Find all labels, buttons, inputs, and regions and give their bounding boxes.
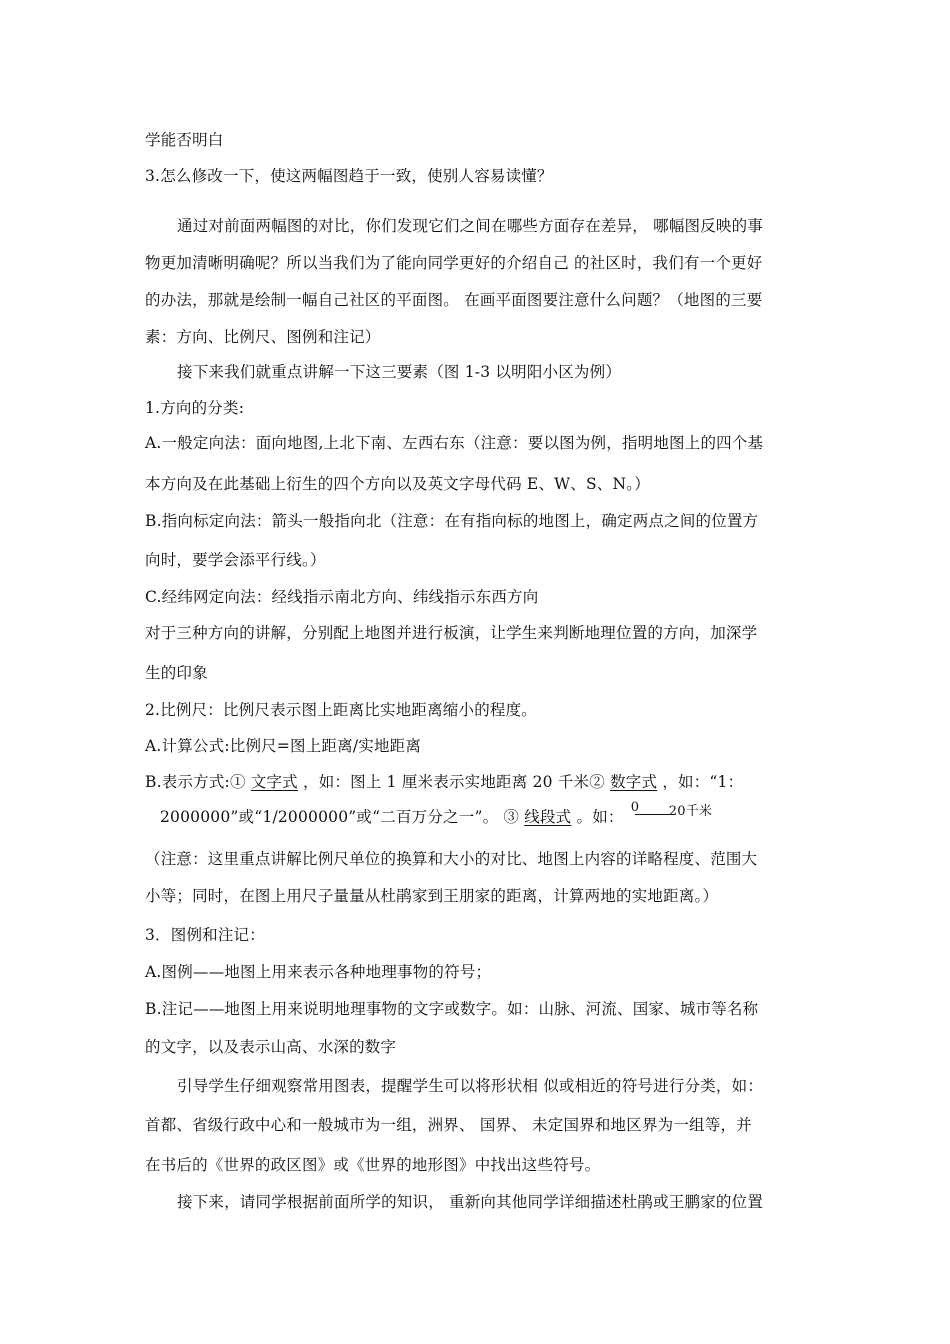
text-line: 学能否明白 (145, 131, 224, 149)
text-line: 向时，要学会添平行线。） (145, 551, 326, 569)
text-line: 在书后的《世界的政区图》或《世界的地形图》中找出这些符号。 (145, 1156, 601, 1174)
text-line: 1.方向的分类: (145, 399, 245, 417)
text-line: 接下来我们就重点讲解一下这三要素（图 1-3 以明阳小区为例） (177, 363, 622, 381)
text-line: 3．图例和注记： (145, 926, 265, 944)
text-line: 本方向及在此基础上衍生的四个方向以及英文字母代码 E、W、S、N。） (145, 475, 650, 493)
text-span: 2000000”或“1/2000000”或“二百万分之一”。 ③ (160, 808, 520, 826)
text-line: C.经纬网定向法：经线指示南北方向、纬线指示东西方向 (145, 588, 539, 606)
scale-forms-line-2 (160, 800, 713, 827)
text-line: A.图例——地图上用来表示各种地理事物的符号； (145, 963, 492, 981)
text-span: ，如：“1： (662, 773, 744, 791)
underlined-term: 数字式 (610, 773, 658, 791)
line-scale-bar (630, 800, 713, 824)
text-line: B.注记——地图上用来说明地理事物的文字或数字。如：山脉、河流、国家、城市等名称 (145, 1000, 759, 1018)
text-line: 物更加清晰明确呢？所以当我们为了能向同学更好的介绍自己 的社区时，我们有一个更好 (145, 254, 763, 272)
scale-distance-label: 20千米 (668, 804, 713, 819)
text-span: ，如：图上 1 厘米表示实地距离 20 千米② (303, 773, 605, 791)
underlined-term: 线段式 (524, 808, 572, 826)
text-line: 的办法，那就是绘制一幅自己社区的平面图。 在画平面图要注意什么问题？（地图的三要 (145, 291, 763, 309)
scale-zero-label: 0 (630, 800, 640, 815)
text-line: 小等；同时，在图上用尺子量量从杜鹃家到王朋家的距离，计算两地的实地距离。） (145, 887, 719, 905)
underlined-term: 文字式 (250, 773, 298, 791)
text-line: 素：方向、比例尺、图例和注记） (145, 328, 381, 346)
scale-forms-line (145, 770, 743, 792)
text-span: 。如： (576, 808, 624, 826)
text-line: 2.比例尺：比例尺表示图上距离比实地距离缩小的程度。 (145, 701, 537, 719)
text-line: 生的印象 (145, 664, 208, 682)
text-line: 3.怎么修改一下，使这两幅图趋于一致，使别人容易读懂？ (145, 167, 553, 185)
text-span: B.表示方式:① (145, 773, 246, 791)
text-line: 通过对前面两幅图的对比，你们发现它们之间在哪些方面存在差异， 哪幅图反映的事 (177, 217, 764, 235)
text-line: 首都、省级行政中心和一般城市为一组，洲界、 国界、 未定国界和地区界为一组等，并 (145, 1116, 752, 1134)
text-line: 对于三种方向的讲解，分别配上地图并进行板演，让学生来判断地理位置的方向，加深学 (145, 624, 758, 642)
text-line: A.一般定向法：面向地图,上北下南、左西右东（注意：要以图为例，指明地图上的四个基 (145, 434, 764, 452)
text-line: B.指向标定向法：箭头一般指向北（注意：在有指向标的地图上，确定两点之间的位置方 (145, 512, 759, 530)
text-line: 引导学生仔细观察常用图表，提醒学生可以将形状相 似或相近的符号进行分类，如： (177, 1077, 764, 1095)
text-line: 的文字，以及表示山高、水深的数字 (145, 1038, 397, 1056)
text-line: 接下来，请同学根据前面所学的知识， 重新向其他同学详细描述杜鹃或王鹏家的位置 (177, 1193, 764, 1211)
text-line: A.计算公式:比例尺=图上距离/实地距离 (145, 737, 422, 755)
text-line: （注意：这里重点讲解比例尺单位的换算和大小的对比、地图上内容的详略程度、范围大 (145, 850, 758, 868)
